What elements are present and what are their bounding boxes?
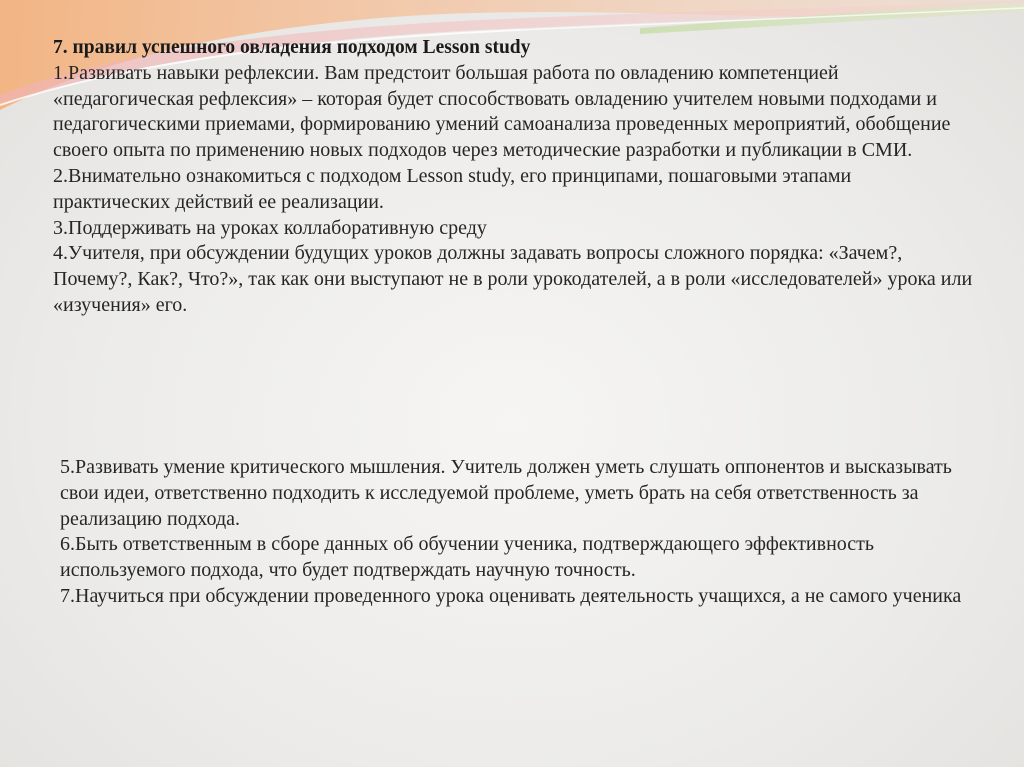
list-item: 4.Учителя, при обсуждении будущих уроков должны задавать вопросы сложного порядка: «Зачем?, Почему?, Как?, Что?», так как они выступают не в роли урокодателей, а в роли «исследователей» урока или «изучения» его. [53,242,973,316]
list-item: 2.Внимательно ознакомиться с подходом Lesson study, его принципами, пошаговыми этапами практических действий ее реализации. [53,164,852,213]
list-item: 6.Быть ответственным в сборе данных об обучении ученика, подтверждающего эффективность используемого подхода, что будет подтверждать научную точность. [60,533,875,582]
list-item: 7.Научиться при обсуждении проведенного урока оценивать деятельность учащихся, а не самого ученика [60,584,962,607]
slide-title: 7. правил успешного овладения подходом Lesson study [53,37,531,58]
text-block-top [53,35,973,319]
list-item: 1.Развивать навыки рефлексии. Вам предстоит большая работа по овладению компетенцией «педагогическая рефлексия» – которая будет способствовать овладению учителем новыми подходами и педагогическими приемами, формированию умений самоанализа проведенных мероприятий, обобщение своего опыта по применению новых подходов через методические разработки и публикации в СМИ. [53,61,951,162]
text-block-bottom [60,455,980,610]
list-item: 3.Поддерживать на уроках коллаборативную среду [53,216,487,239]
list-item: 5.Развивать умение критического мышления. Учитель должен уметь слушать оппонентов и высказывать свои идеи, ответственно подходить к исследуемой проблеме, уметь брать на себя ответственность за реализацию подхода. [60,456,952,530]
